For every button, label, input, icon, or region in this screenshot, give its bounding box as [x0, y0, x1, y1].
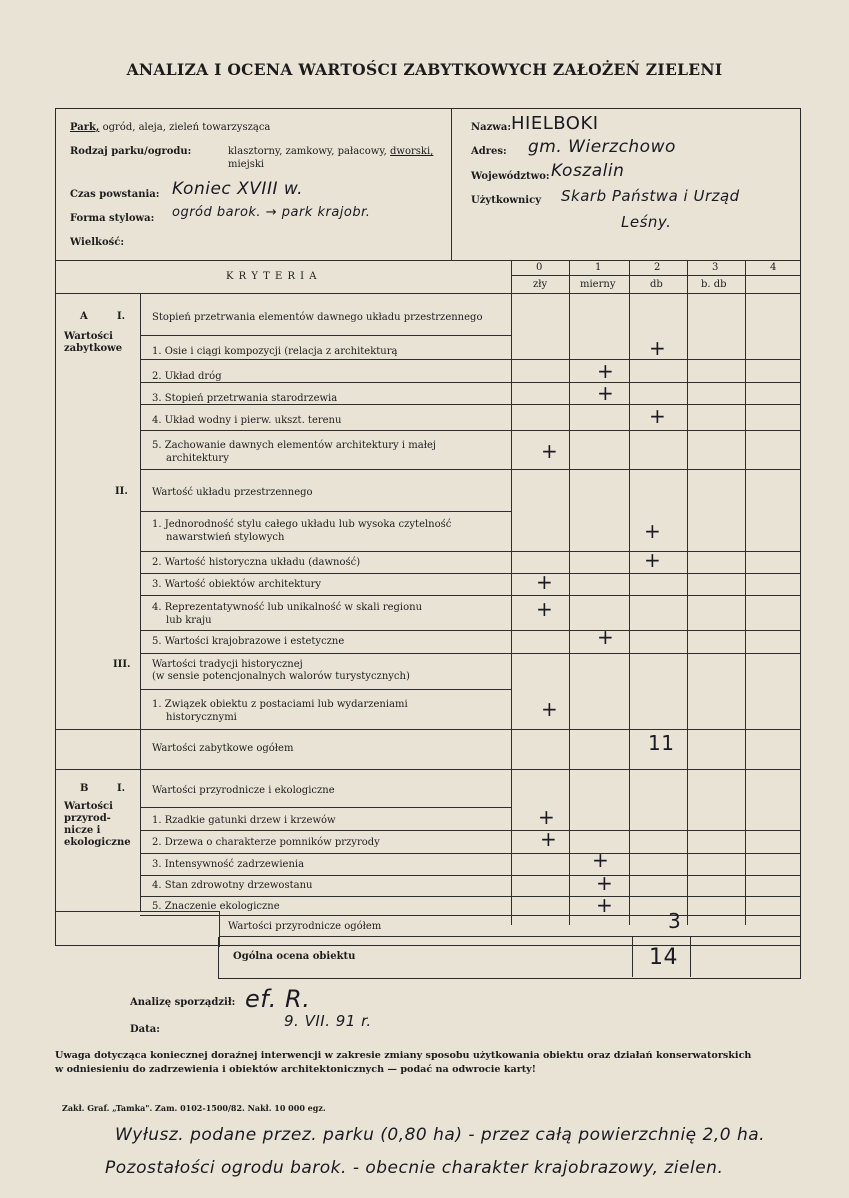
criteria-header: K R Y T E R I A	[226, 271, 318, 282]
group1-item-2: 2. Układ dróg	[152, 371, 222, 382]
section-a-letter: A	[80, 311, 88, 322]
groupb-title: Wartości przyrodnicze i ekologiczne	[152, 785, 335, 796]
score-label-3: b. db	[701, 279, 727, 290]
group2-item-1: 1. Jednorodność stylu całego układu lub wysoka czytelność	[152, 519, 452, 530]
mark-a2-2: +	[644, 548, 661, 572]
section-b-title-4: ekologiczne	[64, 837, 131, 848]
section-a-group3-roman: III.	[113, 659, 131, 670]
group2-item-1-cont: nawarstwień stylowych	[166, 532, 285, 543]
score-3: 3	[712, 262, 719, 273]
mark-a2-4: +	[536, 597, 553, 621]
section-a-group2-roman: II.	[115, 486, 128, 497]
section-b-title-1: Wartości	[64, 801, 113, 812]
group2-item-4-cont: lub kraju	[166, 615, 212, 626]
handwritten-note-1: Wyłusz. podane przez. parku (0,80 ha) - przez całą powierzchnię 2,0 ha.	[115, 1125, 766, 1145]
park-kind-options: klasztorny, zamkowy, pałacowy, dworski,	[228, 146, 434, 157]
founding-time-label: Czas powstania:	[70, 189, 160, 200]
group1-item-3: 3. Stopień przetrwania starodrzewia	[152, 393, 338, 404]
groupb-item-4: 4. Stan zdrowotny drzewostanu	[152, 880, 313, 891]
users-value-2: Leśny.	[621, 213, 672, 231]
group1-title: Stopień przetrwania elementów dawnego układu przestrzennego	[152, 312, 483, 323]
note-line-2: w odniesieniu do zadrzewienia i obiektów architektonicznych — podać na odwrocie karty!	[55, 1064, 536, 1075]
groupb-item-3: 3. Intensywność zadrzewienia	[152, 859, 305, 870]
mark-a1-5: +	[541, 439, 558, 463]
group3-title-1: Wartości tradycji historycznej	[152, 659, 303, 670]
group2-item-3: 3. Wartość obiektów architektury	[152, 579, 322, 590]
note-line-1: Uwaga dotycząca koniecznej doraźnej interwencji w zakresie zmiany sposobu użytkowania obiektu oraz działań konserwatorskich	[55, 1050, 752, 1061]
mark-a1-4: +	[649, 404, 666, 428]
name-label: Nazwa:	[471, 122, 512, 133]
score-label-2: db	[650, 279, 663, 290]
mark-a2-5: +	[597, 625, 614, 649]
mark-a1-3: +	[597, 381, 614, 405]
users-label: Użytkownicy	[471, 195, 542, 206]
mark-a1-2: +	[597, 359, 614, 383]
mark-b-3: +	[592, 848, 609, 872]
users-value-1: Skarb Państwa i Urząd	[561, 187, 740, 205]
date-label: Data:	[130, 1024, 160, 1035]
group2-item-5: 5. Wartości krajobrazowe i estetyczne	[152, 636, 345, 647]
group3-item-1: 1. Związek obiektu z postaciami lub wydarzeniami	[152, 699, 408, 710]
group1-item-5-cont: architektury	[166, 453, 229, 464]
score-1: 1	[595, 262, 602, 273]
score-2: 2	[654, 262, 661, 273]
overall-assessment-box	[218, 937, 801, 979]
address-label: Adres:	[471, 146, 507, 157]
mark-a2-3: +	[536, 570, 553, 594]
section-a-title-2: zabytkowe	[64, 343, 123, 354]
groupb-item-2: 2. Drzewa o charakterze pomników przyrody	[152, 837, 380, 848]
section-b-title-2: przyrod-	[64, 813, 111, 824]
overall-assessment-label: Ogólna ocena obiektu	[233, 951, 356, 962]
group2-item-2: 2. Wartość historyczna układu (dawność)	[152, 557, 361, 568]
mark-a1-1: +	[649, 336, 666, 360]
section-b-letter: B	[80, 783, 89, 794]
park-type-label: Park, ogród, aleja, zieleń towarzysząca	[70, 122, 271, 133]
address-value: gm. Wierzchowo	[528, 137, 676, 157]
prepared-by-signature: ef. R.	[245, 985, 311, 1013]
score-0: 0	[536, 262, 543, 273]
nature-total-label: Wartości przyrodnicze ogółem	[228, 921, 382, 932]
style-form-value: ogród barok. → park krajobr.	[172, 205, 371, 220]
print-info: Zakł. Graf. „Tamka". Zam. 0102-1500/82. Nakł. 10 000 egz.	[62, 1103, 326, 1113]
heritage-total-label: Wartości zabytkowe ogółem	[152, 743, 294, 754]
score-label-1: mierny	[580, 279, 616, 290]
nature-total-value: 3	[668, 909, 682, 933]
section-a-roman: I.	[117, 311, 126, 322]
section-b-title-3: nicze i	[64, 825, 101, 836]
prepared-by-label: Analizę sporządził:	[130, 997, 236, 1008]
overall-assessment-value: 14	[649, 945, 678, 970]
score-4: 4	[770, 262, 777, 273]
groupb-item-5: 5. Znaczenie ekologiczne	[152, 901, 280, 912]
group1-item-1: 1. Osie i ciągi kompozycji (relacja z architekturą	[152, 346, 398, 357]
date-value: 9. VII. 91 r.	[284, 1012, 372, 1030]
mark-b-4: +	[596, 871, 613, 895]
mark-b-1: +	[538, 805, 555, 829]
founding-time-value: Koniec XVIII w.	[172, 179, 304, 199]
document-title: ANALIZA I OCENA WARTOŚCI ZABYTKOWYCH ZAŁOŻEŃ ZIELENI	[126, 60, 723, 79]
park-kind-label: Rodzaj parku/ogrodu:	[70, 146, 192, 157]
handwritten-note-2: Pozostałości ogrodu barok. - obecnie charakter krajobrazowy, zielen.	[105, 1158, 724, 1178]
mark-b-5: +	[596, 893, 613, 917]
groupb-item-1: 1. Rzadkie gatunki drzew i krzewów	[152, 815, 336, 826]
voivodeship-value: Koszalin	[551, 161, 625, 181]
size-label: Wielkość:	[70, 237, 125, 248]
group1-item-5: 5. Zachowanie dawnych elementów architektury i małej	[152, 440, 436, 451]
park-kind-options-2: miejski	[228, 159, 265, 170]
voivodeship-label: Województwo:	[471, 171, 550, 182]
group1-item-4: 4. Układ wodny i pierw. ukszt. terenu	[152, 415, 342, 426]
section-a-title-1: Wartości	[64, 331, 113, 342]
style-form-label: Forma stylowa:	[70, 213, 155, 224]
name-value: HIELBOKI	[511, 113, 599, 134]
group3-title-2: (w sensie potencjonalnych walorów turystycznych)	[152, 671, 410, 682]
group2-title: Wartość układu przestrzennego	[152, 487, 313, 498]
group3-item-1-cont: historycznymi	[166, 712, 237, 723]
mark-a3-1: +	[541, 697, 558, 721]
assessment-form	[55, 108, 801, 946]
mark-a2-1: +	[644, 519, 661, 543]
score-label-0: zły	[533, 279, 548, 290]
group2-item-4: 4. Reprezentatywność lub unikalność w skali regionu	[152, 602, 423, 613]
mark-b-2: +	[540, 827, 557, 851]
section-b-roman: I.	[117, 783, 126, 794]
heritage-total-value: 11	[648, 731, 675, 755]
